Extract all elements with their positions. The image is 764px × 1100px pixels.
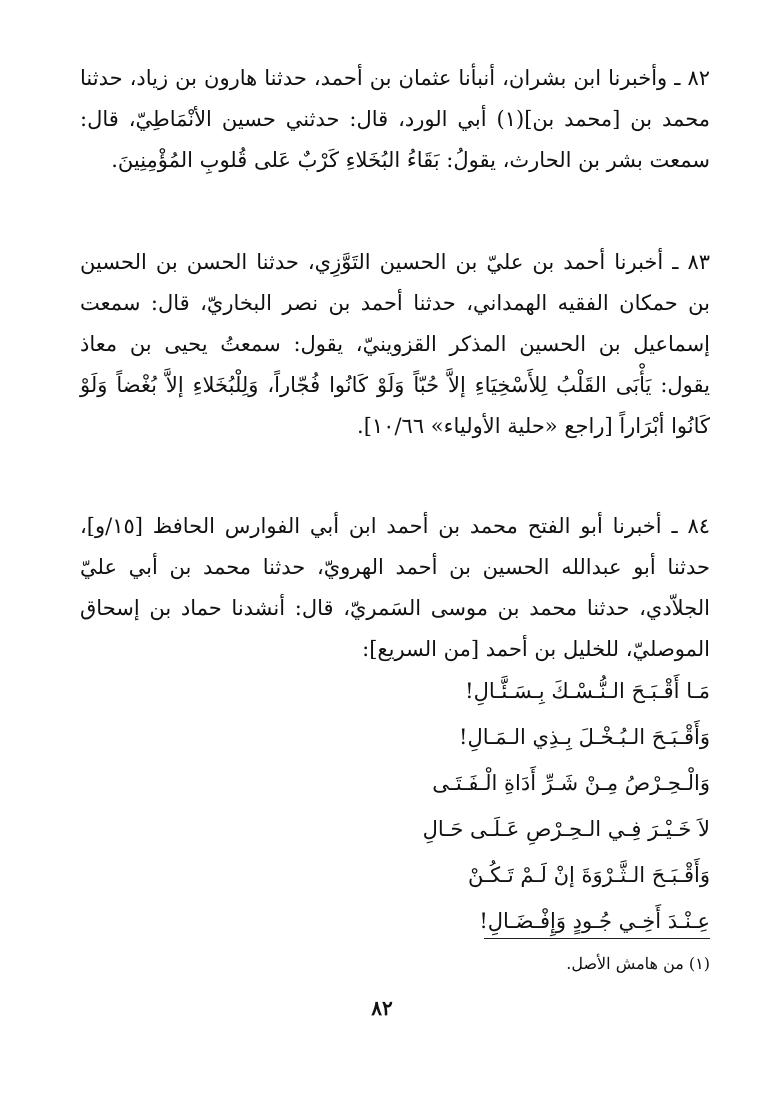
paragraph-84: ٨٤ ـ أخبرنا أبو الفتح محمد بن أحمد ابن أبي الفوارس الحافظ [١٥/و]، حدثنا أبو عبدالله الحسين بن أحمد الهرويّ، حدثنا محمد بن أبي عليّ الجلاّدي، حدثنا محمد بن موسى السَمريّ، قال: أنشدنا حماد بن إسحاق الموصليّ، للخليل بن أحمد [من السريع]: [80,514,710,661]
poem [80,668,710,944]
footnote: (١) من هامش الأصل. [566,954,710,973]
poem-line: مَـا أَقْـبَـحَ الـنُّـسْـكَ بِـسَـئَّـالِ! [465,679,710,703]
poem-line: وَأَقْـبَـحَ الـبُـخْـلَ بِـذِي الـمَـالِ! [459,725,710,749]
poem-line: وَأَقْـبَـحَ الـثَّـرْوَةَ إنْ لَـمْ تَـكُـنْ [467,863,710,887]
poem-line: لاَ خَـيْـرَ فِـي الـحِـرْصِ عَـلَـى حَـالِ [422,817,710,841]
paragraph-83: ٨٣ ـ أخبرنا أحمد بن عليّ بن الحسين التَوَّزِي، حدثنا الحسن بن الحسين بن حمكان الفقيه الهمداني، حدثنا أحمد بن نصر البخاريّ، قال: سمعت إسماعيل بن الحسين المذكر القزوينيّ، يقول: سمعتُ يحيى بن معاذ يقول: يَأْبَى القَلْبُ لِلأَسْخِيَاءِ إلاَّ حُبّاً وَلَوْ كَانُوا فُجّاراً، وَلِلْبُخَلاءِ إلاَّ بُغْضاً وَلَوْ كَانُوا أبْرَاراً [راجع «حلية الأولياء» ١٠/٦٦]. [80,250,710,438]
footnote-divider [484,938,710,939]
poem-line: وَالْـحِـرْصُ مِـنْ شَـرِّ أَدَاةِ الْـفَـتَـى [432,771,710,795]
paragraph-82: ٨٢ ـ وأخبرنا ابن بشران، أنبأنا عثمان بن أحمد، حدثنا هارون بن زياد، حدثنا محمد بن [محمد بن](١) أبي الورد، قال: حدثني حسين الأنْمَاطِيّ، قال: سمعت بشر بن الحارث، يقولُ: بَقَاءُ البُخَلاءِ كَرْبٌ عَلى قُلوبِ المُؤْمِنِينَ. [80,66,710,172]
poem-line: عِـنْـدَ أَخِـي جُـودٍ وَإِفْـضَـالِ! [479,909,710,933]
page-number: ٨٢ [371,996,393,1020]
